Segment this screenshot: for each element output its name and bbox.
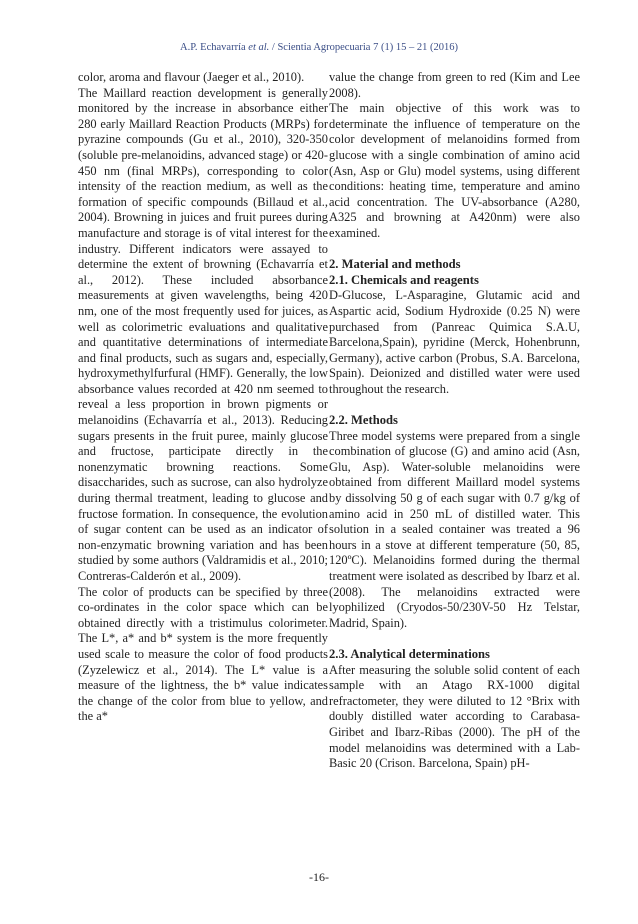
paragraph-intro-end: color, aroma and flavour (Jaeger et al., 2010).	[78, 70, 305, 84]
paragraph-analytical: After measuring the soluble solid content of each sample with an Atago RX-1000 digital refractometer, they were diluted to 12 °Brix with doubly distilled water according to Carabasa-Giribet and Ibarz-Ribas (2000). The pH of the model melanoidins was determined with a Lab-Basic 20 (Crison. Barcelona, Spain) pH-	[329, 662, 580, 771]
subsection-heading-methods: 2.2. Methods	[329, 413, 398, 428]
page-number: -16-	[309, 870, 329, 884]
left-column	[78, 70, 328, 725]
subsection-heading-analytical: 2.3. Analytical determinations	[329, 646, 490, 661]
paragraph-maillard: The Maillard reaction development is generally monitored by the increase in absorbance either 280 early Maillard Reaction Products (MRPs) for pyrazine compounds (Gu et al., 2010), 320-350 (soluble pre-melanoidins, advanced stage) or 420-450 nm (final MRPs), corresponding to color intensity of the reaction medium, as well as the formation of specific compounds (Billaud et al., 2004). Browning in juices and fruit purees during manufacture and storage is of vital interest for the industry. Different indicators were assayed to determine the extent of browning (Echavarría et al., 2012). These included absorbance measurements at given wavelengths, being 420 nm, one of the most frequently used for juices, as well as colorimetric evaluations and qualitative and quantitative determinations of intermediate and final products, such as sugars and, especially, hydroxymethylfurfural (HMF). Generally, the low absorbance values recorded at 420 nm seemed to reveal a less proportion in brown pigments or melanoidins (Echavarría et al., 2013). Reducing sugars presents in the fruit puree, mainly glucose and fructose, participate directly in the nonenzymatic browning reactions. Some disaccharides, such as sucrose, can also hydrolyze during thermal treatment, leading to glucose and fructose formation. In consequence, the evolution of sugar content can be used as an indicator of non-enzymatic browning variation and has been studied by some authors (Valdramidis et al., 2010; Contreras-Calderón et al., 2009).	[78, 85, 328, 583]
section-heading-methods: 2. Material and methods	[329, 257, 461, 272]
paragraph-color-end: value the change from green to red (Kim and Lee 2008).	[329, 70, 580, 100]
right-column	[329, 70, 580, 772]
paragraph-methods: Three model systems were prepared from a single combination of glucose (G) and amino acid (Asn, Glu, Asp). Water-soluble melanoidins were obtained from different Maillard model systems by dissolving 50 g of each sugar with 0.7 g/kg of amino acid in 250 mL of distilled water. This solution in a sealed container was treated a 96 hours in a stove at different temperature (50, 85, 120ºC). Melanoidins formed during the thermal treatment were isolated as described by Ibarz et al. (2008). The melanoidins extracted were lyophilized (Cryodos-50/230V-50 Hz Telstar, Madrid, Spain).	[329, 428, 580, 630]
subsection-heading-chemicals: 2.1. Chemicals and reagents	[329, 272, 479, 287]
paragraph-objective: The main objective of this work was to determinate the influence of temperature on the color development of melanoidins formed from glucose with a single combination of amino acid (Asn, Asp or Glu) model systems, using different conditions: heating time, temperature and amino acid concentration. The UV-absorbance (A280, A325 and browning at A420nm) were also examined.	[329, 101, 580, 240]
paragraph-chemicals: D-Glucose, L-Asparagine, Glutamic acid and Aspartic acid, Sodium Hydroxide (0.25 N) were purchased from (Panreac Quimica S.A.U, Barcelona,Spain), pyridine (Merck, Hohenbrunn, Germany), active carbon (Probus, S.A. Barcelona, Spain). Deionized and distilled water were used throughout the research.	[329, 288, 580, 396]
running-header: A.P. Echavarría et al. / Scientia Agropecuaria 7 (1) 15 – 21 (2016)	[180, 42, 458, 53]
paragraph-color: The color of products can be specified by three co-ordinates in the color space which can be obtained directly with a tristimulus colorimeter. The L*, a* and b* system is the more frequently used scale to measure the color of food products (Zyzelewicz et al., 2014). The L* value is a measure of the lightness, the b* value indicates the change of the color from blue to yellow, and the a*	[78, 584, 328, 724]
